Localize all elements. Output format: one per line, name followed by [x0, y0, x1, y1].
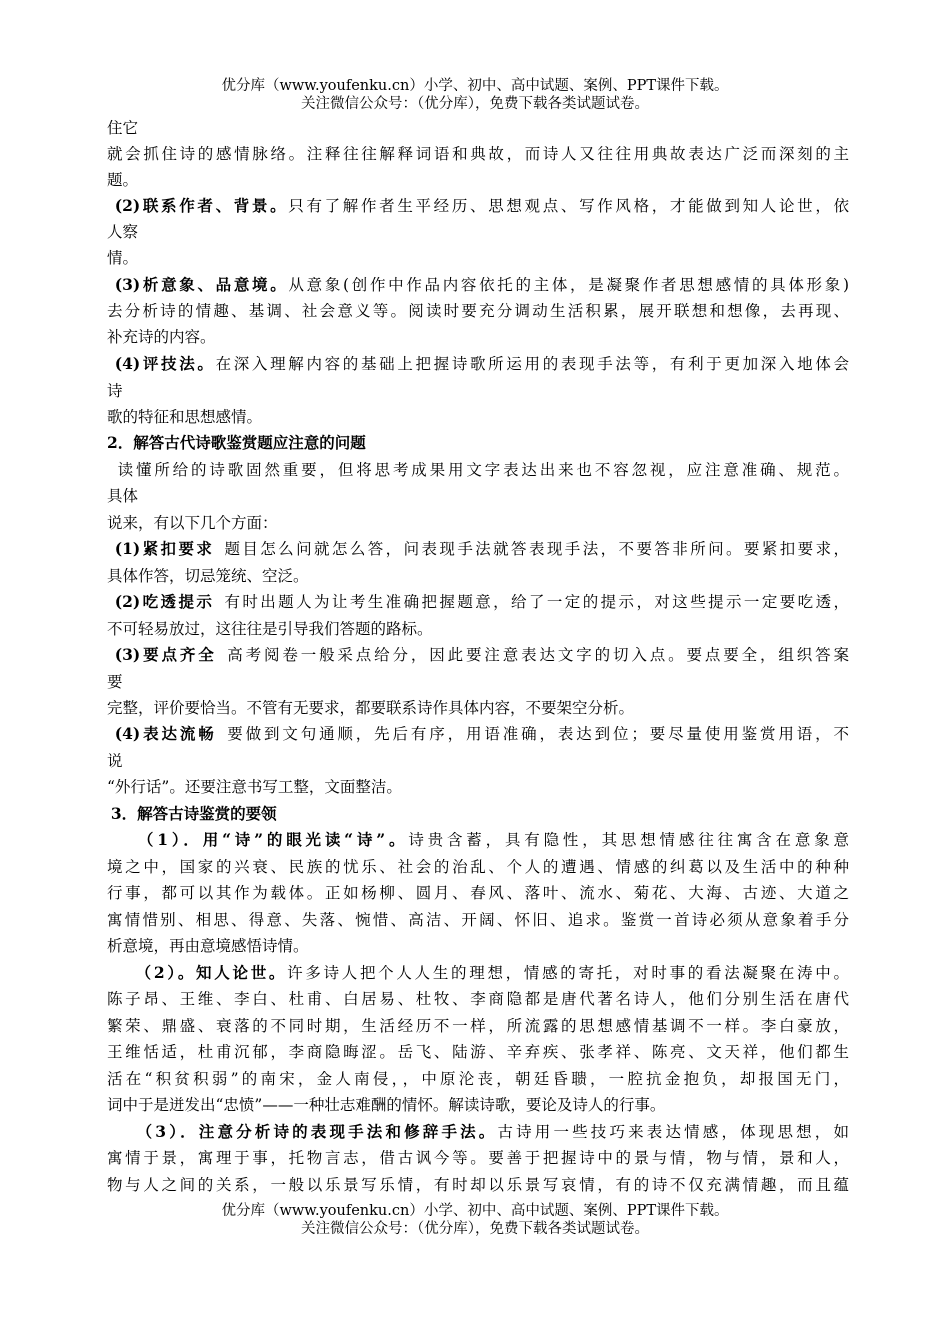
item-text: 有时出题人为让考生准确把握题意，给了一定的提示，对这些提示一定要吃透， — [222, 593, 849, 611]
text-line: 歌的特征和思想感情。 — [107, 408, 263, 426]
item-text: 诗贵含蓄，具有隐性，其思想情感往往寓含在意象意 — [408, 831, 849, 849]
tip-item-3 — [107, 644, 849, 666]
section-heading-2: 2．解答古代诗歌鉴赏题应注意的问题 — [107, 433, 366, 452]
item-heading: （3）．注意分析诗的表现手法和修辞手法。 — [133, 1122, 498, 1141]
item-text: 题目怎么问就怎么答，问表现手法就答表现手法，不要答非所问。要紧扣要求， — [222, 540, 849, 558]
text-line: 要 — [107, 673, 123, 691]
item-heading: (4)评技法。 — [114, 354, 216, 373]
text-line: 王维恬适，杜甫沉郁，李商隐晦涩。岳飞、陆游、辛弃疾、张孝祥、陈亮、文天祥，他们都生 — [107, 1043, 849, 1061]
item-text: 只有了解作者生平经历、思想观点、写作风格，才能做到知人论世，依 — [288, 197, 849, 215]
text-line: “外行话”。还要注意书写工整，文面整洁。 — [107, 778, 402, 796]
item-heading: (2)联系作者、背景。 — [114, 196, 289, 215]
text-line: 就会抓住诗的感情脉络。注释往往解释词语和典故，而诗人又往往用典故表达广泛而深刻的主 — [107, 145, 849, 163]
text-line: 析意境，再由意境感悟诗情。 — [107, 937, 309, 955]
item-heading: （1）．用“诗”的眼光读“诗”。 — [134, 830, 409, 849]
method-item-1 — [107, 829, 849, 851]
item-text: 古诗用一些技巧来表达情感，体现思想，如 — [497, 1123, 849, 1141]
section-heading-3: 3．解答古诗鉴赏的要领 — [110, 804, 277, 823]
footer-line-2: 关注微信公众号：（优分库），免费下载各类试题试卷。 — [301, 1221, 649, 1237]
item-text: 要做到文句通顺，先后有序，用语准确，表达到位；要尽量使用鉴赏用语，不 — [224, 725, 849, 743]
text-line: 境之中，国家的兴衰、民族的忧乐、社会的治乱、个人的遭遇、情感的纠葛以及生活中的种种 — [107, 858, 849, 876]
text-line: 具体 — [107, 487, 139, 505]
item-heading: (1)紧扣要求 — [114, 539, 215, 558]
text-line: 情。 — [107, 249, 139, 267]
text-line: 活在“积贫积弱”的南宋，金人南侵，，中原沦丧，朝廷昏聩，一腔抗金抱负，却报国无门， — [107, 1070, 849, 1088]
text-line: 寓情于景，寓理于事，托物言志，借古讽今等。要善于把握诗中的景与情，物与情，景和人， — [107, 1149, 849, 1167]
header-line-1: 优分库（www.youfenku.cn）小学、初中、高中试题、案例、PPT课件下载。 — [221, 78, 729, 94]
text-line: 完整，评价要恰当。不管有无要求，都要联系诗作具体内容，不要架空分析。 — [107, 699, 635, 717]
text-line: 说来，有以下几个方面： — [107, 514, 278, 532]
text-line: 去分析诗的情趣、基调、社会意义等。阅读时要充分调动生活积累，展开联想和想像，去再现、 — [107, 302, 849, 320]
tip-item-1 — [107, 538, 849, 560]
text-line: 人察 — [107, 223, 139, 241]
section-item-3 — [107, 274, 849, 296]
section-item-2 — [107, 195, 849, 217]
item-text: 许多诗人把个人人生的理想，情感的寄托，对时事的看法凝聚在涛中。 — [287, 964, 849, 982]
text-line: 词中于是迸发出“忠愤”——一种壮志难酬的情怀。解读诗歌，要论及诗人的行事。 — [107, 1096, 666, 1114]
item-heading: (4)表达流畅 — [114, 724, 217, 743]
text-line: 诗 — [107, 382, 123, 400]
item-text: 从意象(创作中作品内容依托的主体，是凝聚作者思想感情的具体形象) — [288, 276, 849, 294]
item-text: 高考阅卷一般采点给分，因此要注意表达文字的切入点。要点要全，组织答案 — [224, 646, 849, 664]
header-line-2: 关注微信公众号：（优分库），免费下载各类试题试卷。 — [301, 96, 649, 112]
item-heading: (2)吃透提示 — [114, 592, 215, 611]
item-heading: (3)析意象、品意境。 — [114, 275, 289, 294]
text-line: 补充诗的内容。 — [107, 328, 216, 346]
text-line: 题。 — [107, 171, 139, 189]
text-line: 具体作答，切忌笼统、空泛。 — [107, 567, 309, 585]
text-line: 繁荣、鼎盛、衰落的不同时期，生活经历不一样，所流露的思想感情基调不一样。李白豪放， — [107, 1017, 849, 1035]
item-heading: （2）。知人论世。 — [132, 963, 288, 982]
text-line: 寓情惜别、相思、得意、失落、惋惜、高洁、开阔、怀旧、追求。鉴赏一首诗必须从意象着手分 — [107, 911, 849, 929]
tip-item-4 — [107, 723, 849, 745]
item-heading: (3)要点齐全 — [114, 645, 217, 664]
text-line: 住它 — [107, 119, 139, 137]
footer-line-1: 优分库（www.youfenku.cn）小学、初中、高中试题、案例、PPT课件下载。 — [221, 1203, 729, 1219]
text-line: 物与人之间的关系，一般以乐景写乐情，有时却以乐景写哀情，有的诗不仅充满情趣，而且蕴 — [107, 1176, 849, 1194]
text-line: 陈子昂、王维、李白、杜甫、白居易、杜牧、李商隐都是唐代著名诗人，他们分别生活在唐代 — [107, 990, 849, 1008]
text-line: 不可轻易放过，这往往是引导我们答题的路标。 — [107, 620, 433, 638]
text-line: 行事，都可以其作为载体。正如杨柳、圆月、春风、落叶、流水、菊花、大海、古迹、大道之 — [107, 884, 849, 902]
method-item-2 — [107, 962, 849, 984]
item-text: 在深入理解内容的基础上把握诗歌所运用的表现手法等，有利于更加深入地体会 — [215, 355, 849, 373]
tip-item-2 — [107, 591, 849, 613]
text-line: 读懂所给的诗歌固然重要，但将思考成果用文字表达出来也不容忽视，应注意准确、规范。 — [114, 461, 849, 479]
text-line: 说 — [107, 752, 123, 770]
section-item-4 — [107, 353, 849, 375]
method-item-3 — [107, 1121, 849, 1143]
